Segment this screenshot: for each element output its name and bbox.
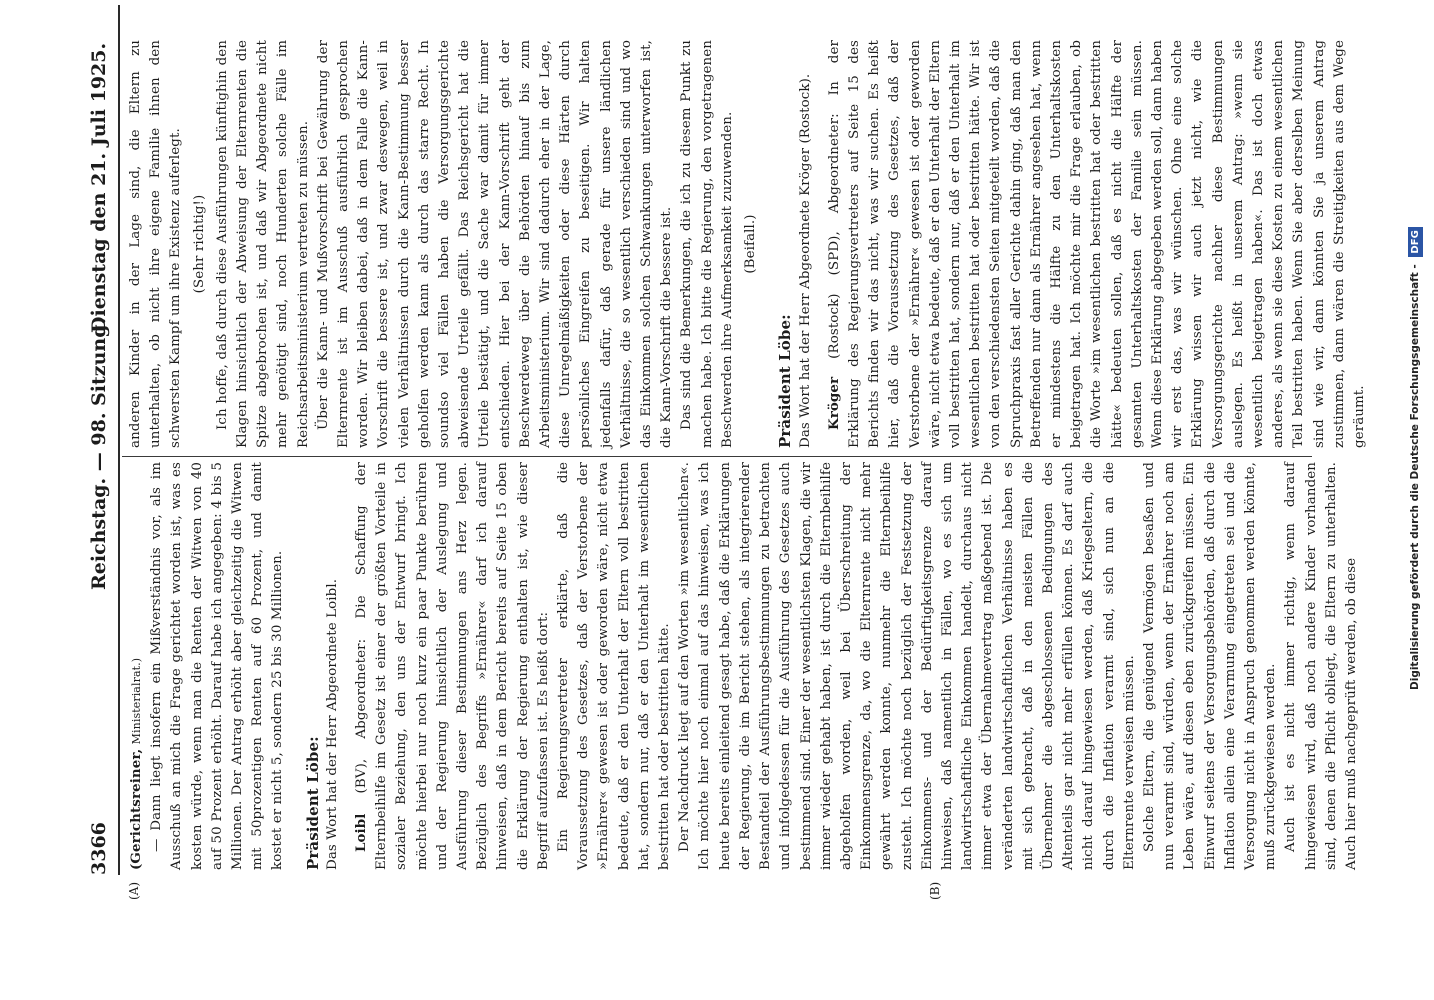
- speaker-name: (Gerichtsreiner,: [128, 748, 144, 870]
- kroeger-text: (Rostock) (SPD), Abgeordneter: In der Erklärung des Regierungsvertreters auf Seite 15 des Berichts finden wir das nicht, was wir suchen. Es heißt hier, daß die Voraussetzung des Gesetzes, daß der Verstorbene der »Ernährer« gewesen ist oder geworden wäre, nicht etwa bedeute, daß er den Unterhalt der Eltern voll bestritten hat, sondern nur, daß er den Unterhalt im wesentlichen bestritten hat oder bestritten hätte. Wir ist von den verschiedensten Seiten mitgeteilt worden, daß die Spruchpraxis fast aller Gerichte dahin ging, daß man den Betreffenden nur dann als Ernährer angesehen hat, wenn er mindestens die Hälfte zu den Unterhaltskosten beigetragen hat. Ich möchte mir die Frage erlauben, ob die Worte »im wesentlichen bestritten hat oder bestritten hätte« bedeuten sollen, daß es nicht die Hälfte der gesamten Unterhaltskosten der Familie sein müssen. Wenn diese Erklärung abgegeben werden soll, dann haben wir erst das, was wir wünschen. Ohne eine solche Erklärung wissen wir auch jetzt nicht, wie die Versorgungsgerichte nachher diese Bestimmungen auslegen. Es heißt in unserem Antrag: »wenn sie wesentlich beigetragen haben«. Das ist doch etwas anderes, als wenn sie diese Kosten zu einem wesentlichen Teil bestritten haben. Wenn Sie aber derselben Meinung sind wie wir, dann könnten Sie ja unserem Antrag zustimmen, dann wären die Streitigkeiten aus dem Wege geräumt.: [826, 40, 1367, 448]
- president-line: [303, 462, 343, 870]
- right-column: [126, 40, 1370, 448]
- president-text: Das Wort hat der Herr Abgeordnete Kröger (Rostock).: [797, 73, 813, 448]
- speaker-role: Ministerialrat.): [130, 657, 143, 745]
- paragraph: Solche Eltern, die genügend Vermögen besaßen und nun verarmt sind, würden, wenn der Ernährer noch am Leben wäre, auf diesen eben zurückgreifen müssen. Ein Einwurf seitens der Versorgungsbehörden, daß durch die Inflation allein eine Verarmung eingetreten sei und die Versorgung nicht in Anspruch genommen werden könnte, muß zurückgewiesen werden.: [1141, 462, 1279, 870]
- kroeger-name: Kröger: [825, 376, 842, 430]
- kroeger-speech: [824, 40, 1370, 448]
- dfg-logo: DFG: [1408, 227, 1423, 256]
- paragraph: anderen Kinder in der Lage sind, die Eltern zu unterhalten, ob nicht ihre eigene Familie ihnen den schwersten Kampf um ihre Existenz auferlegt.: [128, 40, 184, 448]
- loibl-name: Loibl: [353, 813, 370, 852]
- margin-mark-b: (B): [928, 881, 942, 900]
- speaker-line: [126, 462, 147, 870]
- header-rule: [118, 5, 120, 875]
- president-label: Präsident Löbe:: [303, 736, 322, 870]
- paragraph: Der Nachdruck liegt auf den Worten »im wesentlichen«. Ich möchte hier noch einmal auf das hinweisen, was ich heute bereits einleitend gesagt habe, daß die Erklärungen der Regierung, die im Bericht stehen, als integrierender Bestandteil der Ausführungsbestimmungen zu betrachten und infolgedessen für die Ausführung des Gesetzes auch bestimmend sind. Einer der wesentlichsten Klagen, die wir immer wieder gehabt haben, ist durch die Elternbeihilfe abgeholfen worden, weil bei Überschreitung der Einkommensgrenze, da, wo die Elternrente nicht mehr gewährt werden konnte, nunmehr die Elternbeihilfe zusteht. Ich möchte noch bezüglich der Festsetzung der Einkommens- und der Bedürftigkeitsgrenze darauf hinweisen, daß namentlich in Fällen, wo es sich um landwirtschaftliche Einkommen handelt, durchaus nicht immer etwa der Übernahmevertrag maßgebend ist. Die veränderten landwirtschaftlichen Verhältnisse haben es mit sich gebracht, daß in den meisten Fällen die Übernehmer die abgeschlossenen Bedingungen des Altenteils gar nicht mehr erfüllen können. Es darf auch nicht darauf hingewiesen werden, daß Kriegseltern, die durch die Inflation verarmt sind, sich nun an die Elternrente verweisen müssen.: [677, 462, 1137, 870]
- president-text: Das Wort hat der Herr Abgeordnete Loibl.: [324, 578, 340, 870]
- interjection: (Sehr richtig!): [191, 194, 207, 294]
- column-divider: [122, 456, 1312, 457]
- interjection: (Beifall.): [743, 214, 759, 274]
- paragraph: Ich hoffe, daß durch diese Ausführungen künftighin den Klagen hinsichtlich der Abweisung der Elternrenten die Spitze abgebrochen ist, und daß wir Abgeordnete nicht mehr genötigt sind, noch Hunderten solche Fälle im Reichsarbeitsministerium vertreten zu müssen.: [214, 40, 311, 448]
- margin-mark-a: (A): [127, 881, 141, 900]
- session-date: Dienstag den 21. Juli 1925.: [88, 42, 110, 333]
- paragraph: Über die Kann- und Mußvorschrift bei Gewährung der Elternrente ist im Ausschuß ausführlich gesprochen worden. Wir bleiben dabei, daß in dem Falle die Kann-Vorschrift die bessere ist, und zwar deswegen, weil in vielen Verhältnissen durch die Kann-Bestimmung besser geholfen werden kann als durch das starre Recht. In soundso viel Fällen haben die Versorgungsgerichte abweisende Urteile gefällt. Das Reichsgericht hat die Urteile bestätigt, und die Sache war damit für immer entschieden. Hier bei der Kann-Vorschrift geht der Beschwerdeweg über die Behörden hinauf bis zum Arbeitsministerium. Wir sind dadurch eher in der Lage, diese Unregelmäßigkeiten oder diese Härten durch persönliches Eingreifen zu beseitigen. Wir halten jedenfalls dafür, daß gerade für unsere ländlichen Verhältnisse, die so wesentlich verschieden sind und wo das Einkommen solchen Schwankungen unterworfen ist, die Kann-Vorschrift die bessere ist.: [315, 40, 675, 448]
- funding-sidebar: [1396, 0, 1434, 1000]
- session-title: Reichstag. — 98. Sitzung.: [88, 317, 110, 590]
- president-line: [775, 40, 815, 448]
- loibl-text: (BV), Abgeordneter: Die Schaffung der Elternbeihilfe im Gesetz ist einer der größten Vorteile in sozialer Beziehung, den uns der Entwurf bringt. Ich möchte hierbei nur noch kurz ein paar Punkte berühren und der Regierung hinsichtlich der Auslegung und Ausführung dieser Bestimmungen ans Herz legen. Bezüglich des Begriffs »Ernährer« darf ich darauf hinweisen, daß in dem Bericht bereits auf Seite 15 oben die Erklärung der Regierung enthalten ist, wie dieser Begriff aufzufassen ist. Es heißt dort:: [354, 462, 551, 870]
- paragraph: Auch ist es nicht immer richtig, wenn darauf hingewiesen wird, daß noch andere Kinder vorhanden sind, denen die Pflicht obliegt, die Eltern zu unterhalten. Auch hier muß nachgeprüft werden, ob diese: [1283, 462, 1359, 870]
- paragraph: Das sind die Bemerkungen, die ich zu diesem Punkt zu machen habe. Ich bitte die Regierung, den vorgetragenen Beschwerden ihre Aufmerksamkeit zuzuwenden.: [679, 40, 735, 448]
- page-number: 3366: [88, 822, 110, 875]
- left-column: [126, 462, 1362, 870]
- paragraph: — Dann liegt insofern ein Mißverständnis vor, als im Ausschuß an mich die Frage gerichtet worden ist, was es kosten würde, wenn man die Renten der Witwen von 40 auf 50 Prozent erhöht. Darauf habe ich angegeben: 4 bis 5 Millionen. Der Antrag erhöht aber gleichzeitig die Witwen mit 50prozentigen Renten auf 60 Prozent, und damit kostet er nicht 5, sondern 25 bis 30 Millionen.: [149, 462, 286, 870]
- funding-note: [1396, 0, 1434, 1000]
- funding-text: Digitalisierung gefördert durch die Deutsche Forschungsgemeinschaft -: [1409, 264, 1421, 690]
- quote-paragraph: Ein Regierungsvertreter erklärte, daß die Voraussetzung des Gesetzes, daß der Verstorbene der »Ernährer« gewesen ist oder geworden wäre, nicht etwa bedeute, daß er den Unterhalt der Eltern voll bestritten hat, sondern nur, daß er den Unterhalt im wesentlichen bestritten hat oder bestritten hätte.: [556, 462, 673, 870]
- president-label: Präsident Löbe:: [776, 314, 795, 448]
- page-header: [88, 5, 118, 875]
- loibl-speech: [351, 462, 554, 870]
